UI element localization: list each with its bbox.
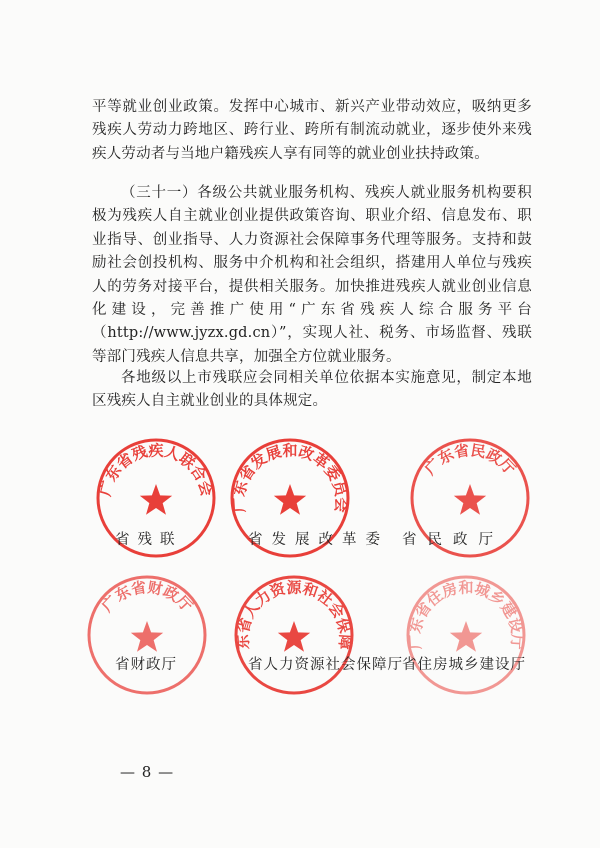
paragraph-2: （三十一）各级公共就业服务机构、残疾人就业服务机构要积极为残疾人自主就业创业提供政策咨询、职业介绍、信息发布、职业指导、创业指导、人力资源社会保障事务代理等服务。支持和鼓励社会创投机构、服务中介机构和社会组织，搭建用人单位与残疾人的劳务对接平台，提供相关服务。加快推进残疾人就业创业信息化建设，完善推广使用“广东省残疾人综合服务平台（http://www.jyzx.gd.cn）”，实现人社、税务、市场监督、残联等部门残疾人信息共享，加强全方位就业服务。 xyxy=(92,185,532,365)
seal-text: 广东省发展和改革委员会 xyxy=(229,441,351,514)
signatory-label-5: 省人力资源社会保障厅 xyxy=(248,657,403,673)
seal-human-resources-department xyxy=(225,560,355,696)
seal-star-icon xyxy=(450,621,482,652)
page-number: — 8 — xyxy=(120,763,175,781)
seal-finance-department xyxy=(86,574,208,696)
signatory-label-2: 省发展改革委 xyxy=(248,532,389,548)
paragraph-1: 平等就业创业政策。发挥中心城市、新兴产业带动效应，吸纳更多残疾人劳动力跨地区、跨行业、跨所有制流动就业，逐步使外来残疾人劳动者与当地户籍残疾人享有同等的就业创业扶持政策。 xyxy=(92,99,532,162)
signatory-label-6: 省住房城乡建设厅 xyxy=(402,657,526,673)
signatory-label-3: 省民政厅 xyxy=(402,532,504,548)
seal-graphic xyxy=(405,574,527,696)
seal-text: 广东省财政厅 xyxy=(98,578,196,616)
seal-star-icon xyxy=(131,621,163,652)
seal-star-icon xyxy=(454,484,486,515)
seal-housing-construction-department xyxy=(405,574,527,696)
seal-text: 广东省住房和城乡建设厅 xyxy=(405,578,527,651)
seal-text: 广东省人力资源和社会保障厅 xyxy=(225,560,355,651)
signatory-label-1: 省残联 xyxy=(115,532,183,548)
seal-graphic xyxy=(225,560,355,696)
seal-star-icon xyxy=(140,484,172,515)
seal-star-icon xyxy=(274,484,306,515)
paragraph-3: 各地级以上市残联应会同相关单位依据本实施意见，制定本地区残疾人自主就业创业的具体规定。 xyxy=(92,370,532,410)
seal-graphic xyxy=(86,574,208,696)
seal-star-icon xyxy=(278,621,310,652)
seal-text: 广东省残疾人联合会 xyxy=(96,441,216,499)
seal-text: 广东省民政厅 xyxy=(421,441,519,479)
signatory-label-4: 省财政厅 xyxy=(115,657,177,673)
